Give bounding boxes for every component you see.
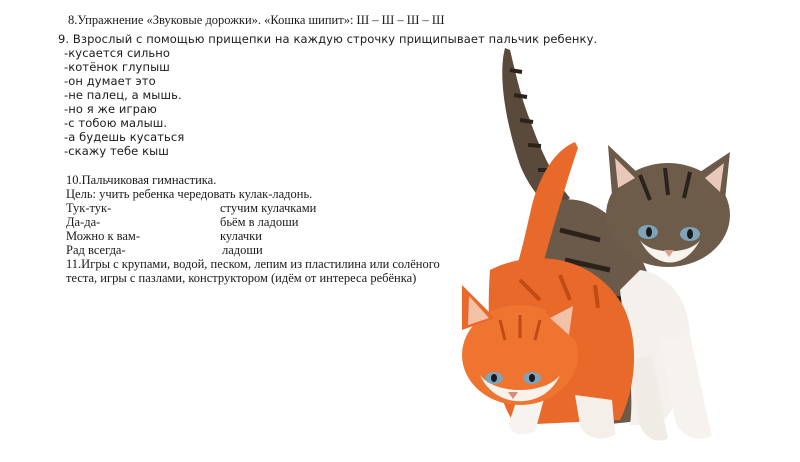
exercise-11-line: теста, игры с пазлами, конструктором (идём от интереса ребёнка): [66, 271, 417, 285]
poem-line: -не палец, а мышь.: [64, 88, 182, 102]
gymnastics-row-right: ладоши: [222, 243, 263, 257]
poem-line: -котёнок глупыш: [64, 60, 170, 74]
gymnastics-row-left: Рад всегда-: [66, 243, 126, 257]
gymnastics-row-right: кулачки: [220, 229, 262, 243]
exercise-11-line: 11.Игры с крупами, водой, песком, лепим из пластилина или солёного: [66, 257, 440, 271]
exercise-10-title: 10.Пальчиковая гимнастика.: [66, 173, 217, 187]
gymnastics-row-right: бьём в ладоши: [220, 215, 299, 229]
gymnastics-row-right: стучим кулачками: [220, 201, 317, 215]
poem-line: -кусается сильно: [64, 46, 171, 60]
poem-line: -скажу тебе кыш: [64, 144, 169, 158]
gymnastics-row-left: Тук-тук-: [66, 201, 112, 215]
poem-line: -но я же играю: [64, 102, 157, 116]
ginger-kitten: [462, 142, 634, 439]
gymnastics-row-left: Можно к вам-: [66, 229, 140, 243]
gymnastics-row-left: Да-да-: [66, 215, 101, 229]
exercise-9-intro: 9. Взрослый с помощью прищепки на каждую строчку прищипывает пальчик ребенку.: [58, 32, 598, 46]
poem-line: -а будешь кусаться: [64, 130, 185, 144]
poem-line: -он думает это: [64, 74, 156, 88]
exercise-10-goal: Цель: учить ребенка чередовать кулак-ладонь.: [66, 187, 313, 201]
exercise-8-title: 8.Упражнение «Звуковые дорожки». «Кошка шипит»: Ш – Ш – Ш – Ш: [68, 13, 445, 27]
poem-line: -с тобою малыш.: [64, 116, 168, 130]
kittens-illustration: [455, 40, 800, 462]
